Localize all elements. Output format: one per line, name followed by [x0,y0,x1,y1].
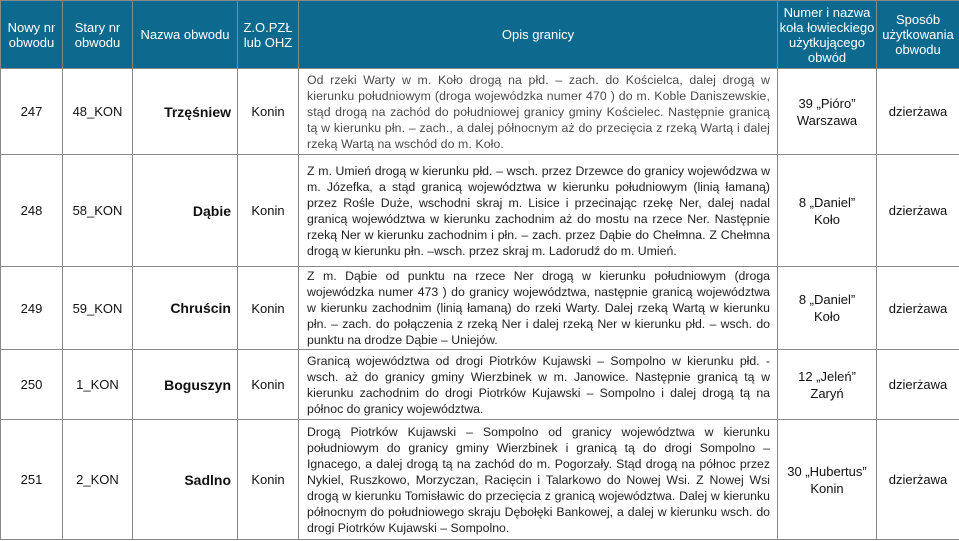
cell-nazwa: Sadlno [133,420,238,540]
kolo-number: 8 „Daniel” [798,292,856,307]
cell-sposob: dzierżawa [877,155,959,267]
kolo-number: 30 „Hubertus” [787,463,867,479]
cell-stary-nr: 2_KON [63,420,133,540]
kolo-city: Koło [813,309,841,324]
kolo-city: Warszawa [796,112,858,128]
kolo-city: Zaryń [810,385,844,401]
kolo-number: 39 „Pióro” [798,95,856,111]
cell-sposob: dzierżawa [877,420,959,540]
cell-sposob: dzierżawa [877,350,959,420]
cell-pzl: Konin [238,420,299,540]
kolo-city: Koło [813,211,841,227]
cell-stary-nr: 1_KON [63,350,133,420]
cell-pzl: Konin [238,267,299,350]
cell-nowy-nr: 249 [1,267,63,350]
cell-nowy-nr: 247 [1,69,63,155]
cell-nazwa: Dąbie [133,155,238,267]
header-stary-nr: Stary nr obwodu [63,1,133,69]
cell-opis: Granicą województwa od drogi Piotrków Kujawski – Sompolno w kierunku płd. - wsch. aż do granicy gminy Wierzbinek w m. Janowice. Następnie granicą tą w kierunku zachodnim do drogi Piotrków Kujawski – Sompolno i dalej drogą tą na północ do granicy województwa. [299,350,778,420]
cell-nowy-nr: 248 [1,155,63,267]
cell-sposob: dzierżawa [877,267,959,350]
cell-kolo [778,420,877,540]
table-row [1,420,959,540]
cell-opis: Drogą Piotrków Kujawski – Sompolno od granicy województwa w kierunku południowym do granicy gminy Wierzbinek i granicą tą do drogi Sompolno – Ignacego, a dalej drogą tą na zachód do m. Pogorzały. Stąd drogą na północ przez Nykiel, Ruszkowo, Morzyczan, Racięcin i Talarkowo do Nowej Wsi. Z Nowej Wsi drogą w kierunku Tomisławic do przecięcia z granicą województwa. Dalej w kierunku północnym do południowego skraju Dębołęki Bankowej, a dalej w kierunku wsch. do drogi Piotrków Kujawski – Sompolno. [299,420,778,540]
header-nowy-nr: Nowy nr obwodu [1,1,63,69]
kolo-number: 12 „Jeleń” [798,368,856,384]
kolo-city: Konin [810,480,844,496]
cell-stary-nr: 58_KON [63,155,133,267]
header-row [1,1,959,69]
cell-kolo [778,155,877,267]
header-nazwa: Nazwa obwodu [133,1,238,69]
cell-kolo [778,69,877,155]
header-pzl: Z.O.PZŁ lub OHZ [238,1,299,69]
cell-nazwa: Chruścin [133,267,238,350]
header-sposob: Sposób użytkowania obwodu [877,1,959,69]
cell-stary-nr: 59_KON [63,267,133,350]
cell-nowy-nr: 250 [1,350,63,420]
table-row [1,267,959,350]
kolo-number: 8 „Daniel” [798,194,856,210]
cell-pzl: Konin [238,69,299,155]
cell-nazwa: Boguszyn [133,350,238,420]
cell-stary-nr: 48_KON [63,69,133,155]
cell-nowy-nr: 251 [1,420,63,540]
cell-opis: Z m. Umień drogą w kierunku płd. – wsch. przez Drzewce do granicy wojewódzwa w m. Józefka, a stąd granicą województwa w kierunku południowym (linią łamaną) przez Rośle Duże, wschodni skraj m. Lisice i przecinając rzekę Ner, dalej nadal granicą województwa w kierunku zachodnim aż do mostu na rzece Ner. Następnie rzeką Ner w kierunku zachodnim i płn. – zach. przez Dąbie do Chełmna. Z Chełmna drogą w kierunku płn. –wsch. przez skraj m. Ladorudź do m. Umień. [299,155,778,267]
table-row [1,69,959,155]
table-row [1,350,959,420]
cell-opis: Od rzeki Warty w m. Koło drogą na płd. – zach. do Kościelca, dalej drogą w kierunku południowym (droga wojewódzka numer 470 ) do m. Koble Daniszewskie, stąd drogą na zachód do południowej granicy gminy Kościelec. Następnie granicą tą w kierunku płn. – zach., a dalej północnym aż do przecięcia z rzeką Wartą i dalej rzeką Wartą na wschód do m. Koło. [299,69,778,155]
header-kolo: Numer i nazwa koła łowieckiego użytkującego obwód [778,1,877,69]
cell-opis: Z m. Dąbie od punktu na rzece Ner drogą w kierunku południowym (droga wojewódzka numer 473 ) do granicy województwa, następnie granicą województwa w kierunku zachodnim (linią łamaną) do rzeki Warty. Dalej rzeką Wartą w kierunku płn. – zach. do połączenia z rzeką Ner i dalej rzeką Ner w kierunku płd. – wsch. do punktu na drodze Dąbie – Uniejów. [299,267,778,350]
cell-kolo [778,267,877,350]
table-row [1,155,959,267]
header-opis: Opis granicy [299,1,778,69]
cell-kolo [778,350,877,420]
cell-nazwa: Trzęśniew [133,69,238,155]
cell-pzl: Konin [238,155,299,267]
cell-pzl: Konin [238,350,299,420]
cell-sposob: dzierżawa [877,69,959,155]
